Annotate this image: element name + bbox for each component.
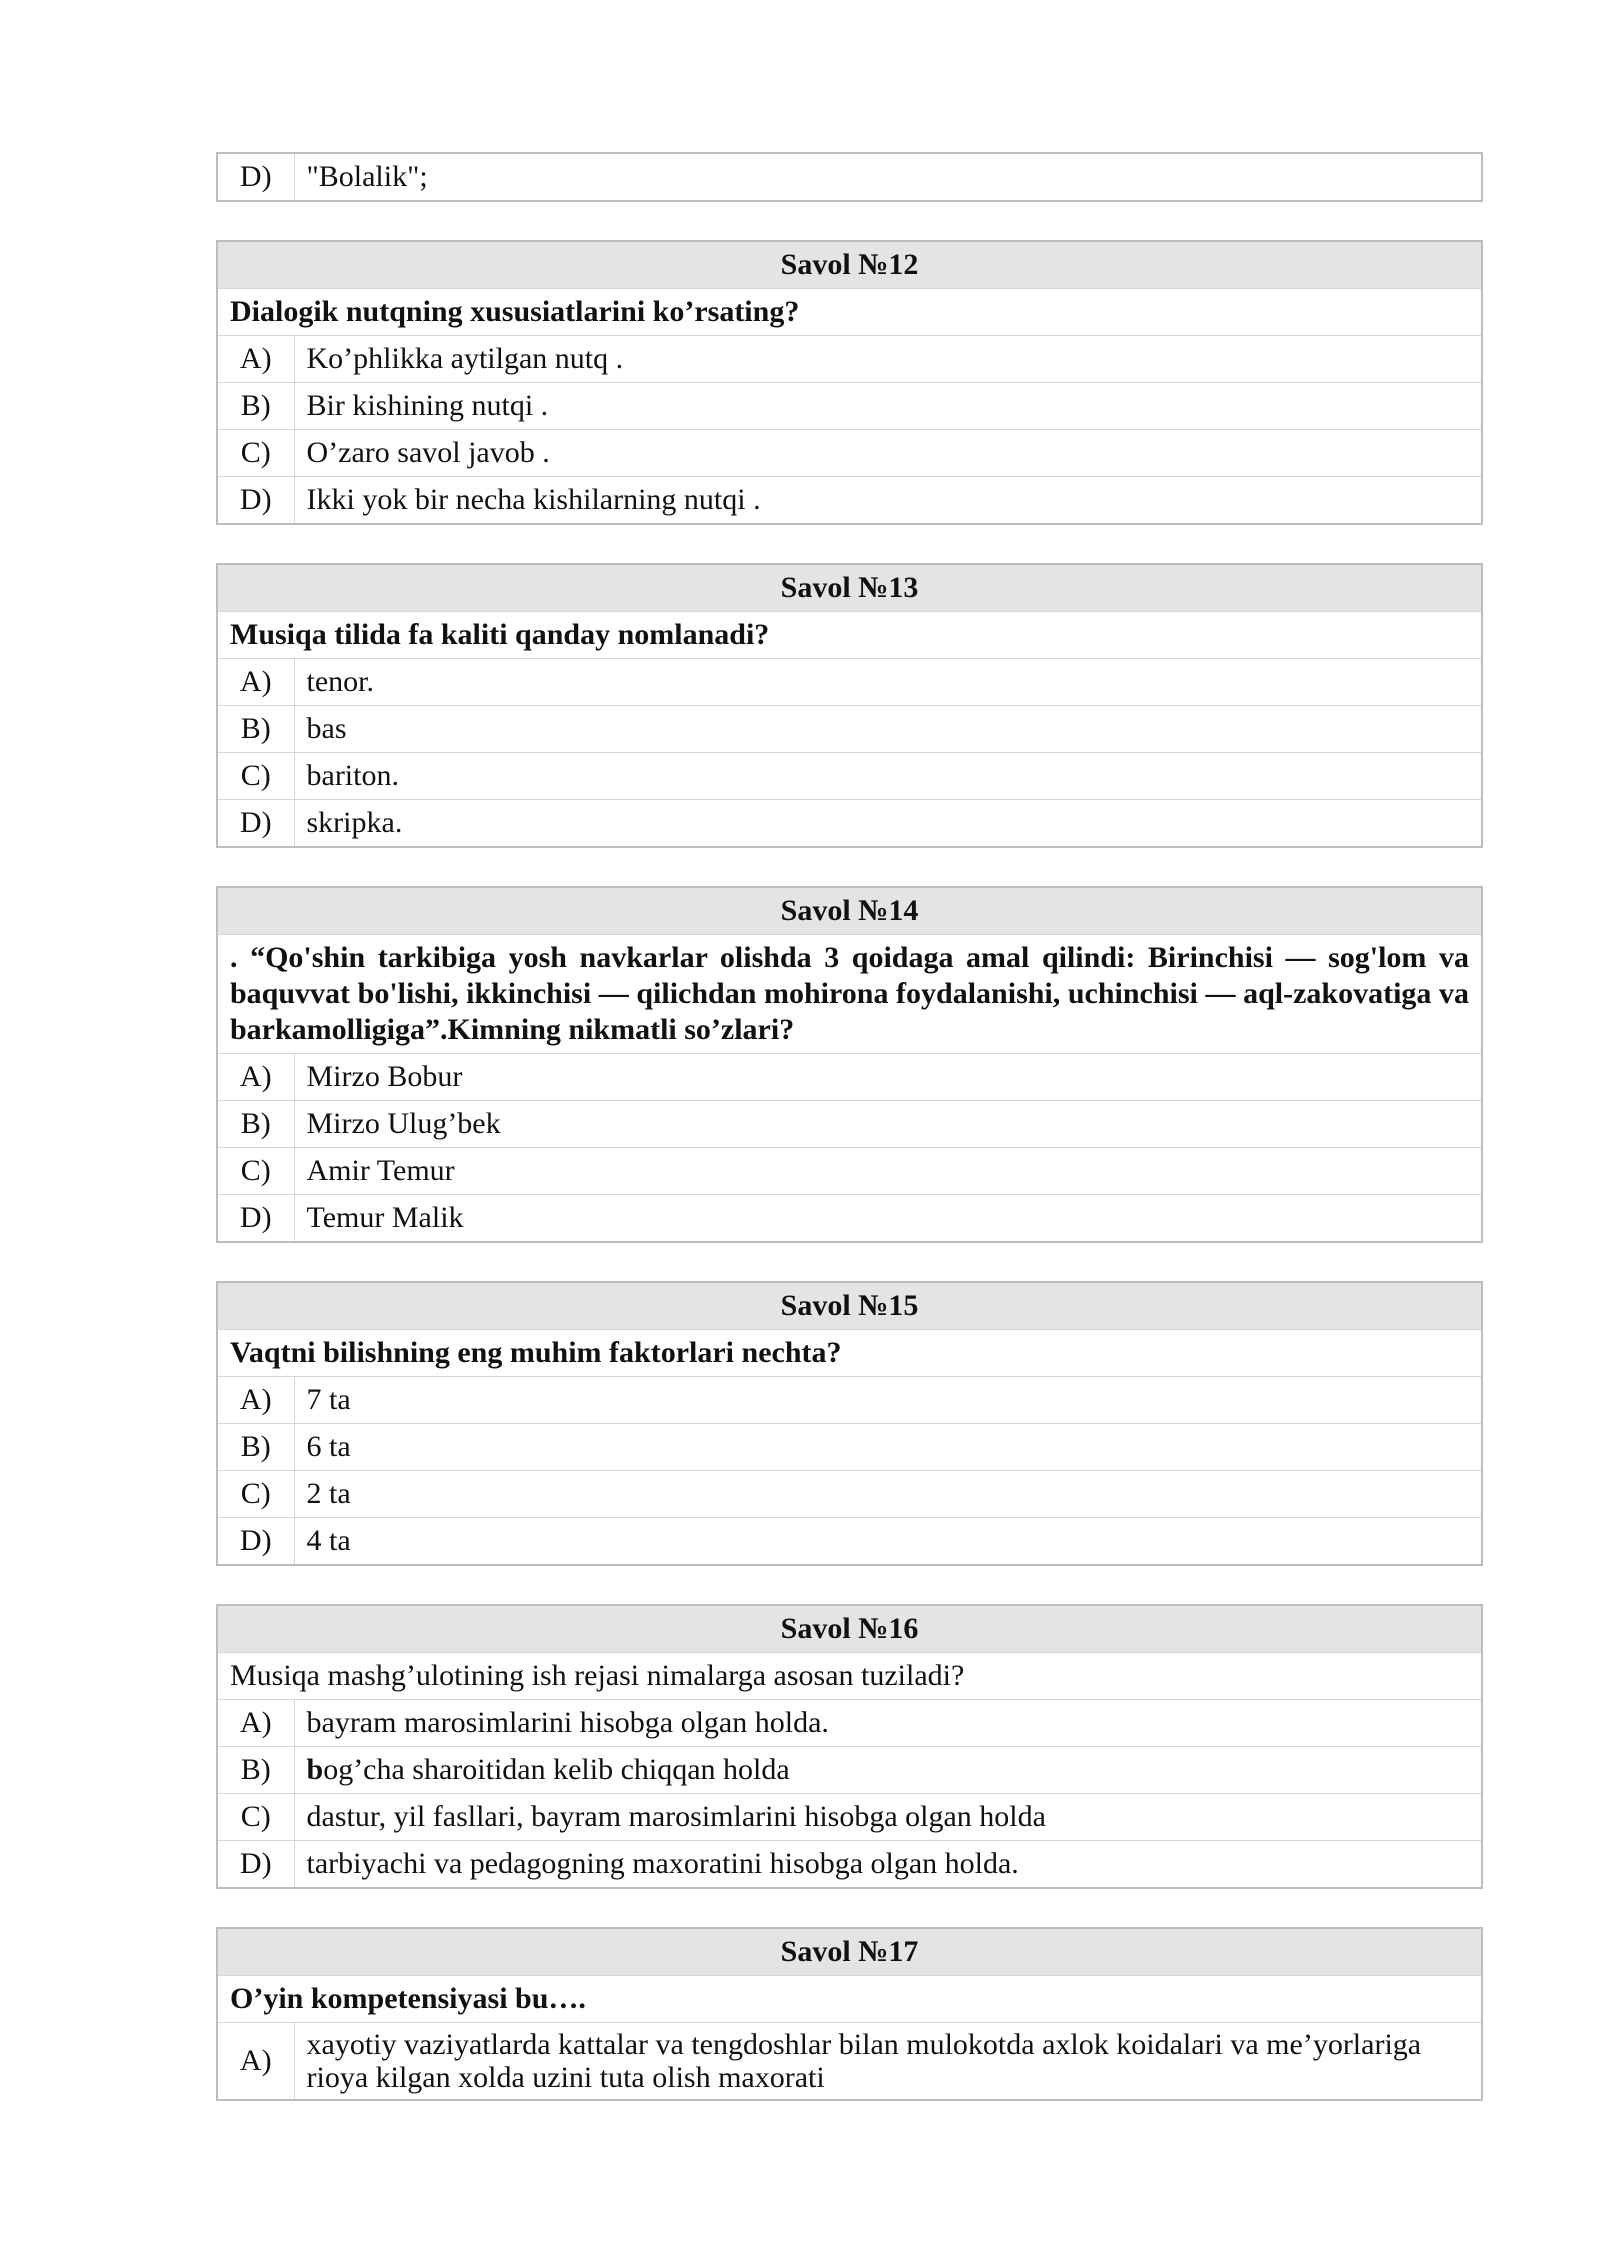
option-letter: B) xyxy=(217,383,294,430)
option-row xyxy=(217,706,1482,753)
option-letter: A) xyxy=(217,2023,294,2101)
option-row xyxy=(217,1747,1482,1794)
option-row xyxy=(217,383,1482,430)
option-text-rest: og’cha sharoitidan kelib chiqqan holda xyxy=(323,1753,790,1786)
option-text: tenor. xyxy=(294,659,1482,706)
option-row xyxy=(217,659,1482,706)
option-row xyxy=(217,430,1482,477)
question-title: Savol №15 xyxy=(217,1282,1482,1330)
option-letter: C) xyxy=(217,430,294,477)
option-letter: D) xyxy=(217,800,294,848)
option-text: 6 ta xyxy=(294,1424,1482,1471)
question-title: Savol №12 xyxy=(217,241,1482,289)
question-title: Savol №13 xyxy=(217,564,1482,612)
question-title: Savol №17 xyxy=(217,1928,1482,1976)
option-text: Mirzo Ulug’bek xyxy=(294,1101,1482,1148)
option-letter: D) xyxy=(217,1518,294,1566)
option-text: 2 ta xyxy=(294,1471,1482,1518)
option-row xyxy=(217,1054,1482,1101)
option-row xyxy=(217,1841,1482,1889)
option-row xyxy=(217,1195,1482,1243)
question-14 xyxy=(216,886,1483,1243)
option-letter: B) xyxy=(217,1101,294,1148)
question-text: Dialogik nutqning xususiatlarini ko’rsating? xyxy=(217,289,1482,336)
option-text: xayotiy vaziyatlarda kattalar va tengdoshlar bilan mulokotda axlok koidalari va me’yorlariga rioya kilgan xolda uzini tuta olish maxorati xyxy=(294,2023,1482,2101)
option-row xyxy=(217,1700,1482,1747)
question-17 xyxy=(216,1927,1483,2101)
option-text-bold-lead: b xyxy=(306,1753,324,1786)
option-row xyxy=(217,1471,1482,1518)
question-text: O’yin kompetensiyasi bu…. xyxy=(217,1976,1482,2023)
option-text: tarbiyachi va pedagogning maxoratini hisobga olgan holda. xyxy=(294,1841,1482,1889)
option-text: Mirzo Bobur xyxy=(294,1054,1482,1101)
option-letter: A) xyxy=(217,1700,294,1747)
option-text: dastur, yil fasllari, bayram marosimlarini hisobga olgan holda xyxy=(294,1794,1482,1841)
question-16 xyxy=(216,1604,1483,1889)
option-text xyxy=(294,1747,1482,1794)
option-row xyxy=(217,1424,1482,1471)
option-text: skripka. xyxy=(294,800,1482,848)
question-text: Musiqa mashg’ulotining ish rejasi nimalarga asosan tuziladi? xyxy=(217,1653,1482,1700)
option-letter: B) xyxy=(217,1424,294,1471)
option-letter: C) xyxy=(217,1471,294,1518)
question-11-fragment xyxy=(216,152,1483,202)
option-letter: B) xyxy=(217,1747,294,1794)
option-text: Temur Malik xyxy=(294,1195,1482,1243)
option-text: Bir kishining nutqi . xyxy=(294,383,1482,430)
option-text: Ko’phlikka aytilgan nutq . xyxy=(294,336,1482,383)
question-text: . “Qo'shin tarkibiga yosh navkarlar olishda 3 qoidaga amal qilindi: Birinchisi — sog'lom va baquvvat bo'lishi, ikkinchisi — qilichdan mohirona foydalanishi, uchinchisi — aql-zakovatiga va barkamolligiga”.Kimning nikmatli so’zlari? xyxy=(217,935,1482,1054)
option-letter: D) xyxy=(217,1841,294,1889)
option-letter: B) xyxy=(217,706,294,753)
option-letter: A) xyxy=(217,1377,294,1424)
option-letter: A) xyxy=(217,659,294,706)
option-row xyxy=(217,153,1482,201)
option-text: Amir Temur xyxy=(294,1148,1482,1195)
option-row xyxy=(217,336,1482,383)
option-letter: C) xyxy=(217,753,294,800)
option-letter: C) xyxy=(217,1148,294,1195)
option-text: Ikki yok bir necha kishilarning nutqi . xyxy=(294,477,1482,525)
option-row xyxy=(217,753,1482,800)
option-text: "Bolalik"; xyxy=(294,153,1482,201)
option-letter: C) xyxy=(217,1794,294,1841)
option-text: bariton. xyxy=(294,753,1482,800)
option-letter: A) xyxy=(217,336,294,383)
option-letter: D) xyxy=(217,1195,294,1243)
question-title: Savol №14 xyxy=(217,887,1482,935)
option-text: 4 ta xyxy=(294,1518,1482,1566)
question-text: Musiqa tilida fa kaliti qanday nomlanadi? xyxy=(217,612,1482,659)
option-letter: A) xyxy=(217,1054,294,1101)
option-row xyxy=(217,1101,1482,1148)
option-row xyxy=(217,1377,1482,1424)
question-12 xyxy=(216,240,1483,525)
question-text: Vaqtni bilishning eng muhim faktorlari nechta? xyxy=(217,1330,1482,1377)
option-row xyxy=(217,800,1482,848)
option-text: bas xyxy=(294,706,1482,753)
option-row xyxy=(217,477,1482,525)
option-text: O’zaro savol javob . xyxy=(294,430,1482,477)
option-row xyxy=(217,1518,1482,1566)
option-text: bayram marosimlarini hisobga olgan holda. xyxy=(294,1700,1482,1747)
option-row xyxy=(217,1794,1482,1841)
question-13 xyxy=(216,563,1483,848)
question-title: Savol №16 xyxy=(217,1605,1482,1653)
option-row xyxy=(217,1148,1482,1195)
option-letter: D) xyxy=(217,153,294,201)
option-row xyxy=(217,2023,1482,2101)
option-letter: D) xyxy=(217,477,294,525)
quiz-page xyxy=(216,152,1483,2101)
option-text: 7 ta xyxy=(294,1377,1482,1424)
question-15 xyxy=(216,1281,1483,1566)
